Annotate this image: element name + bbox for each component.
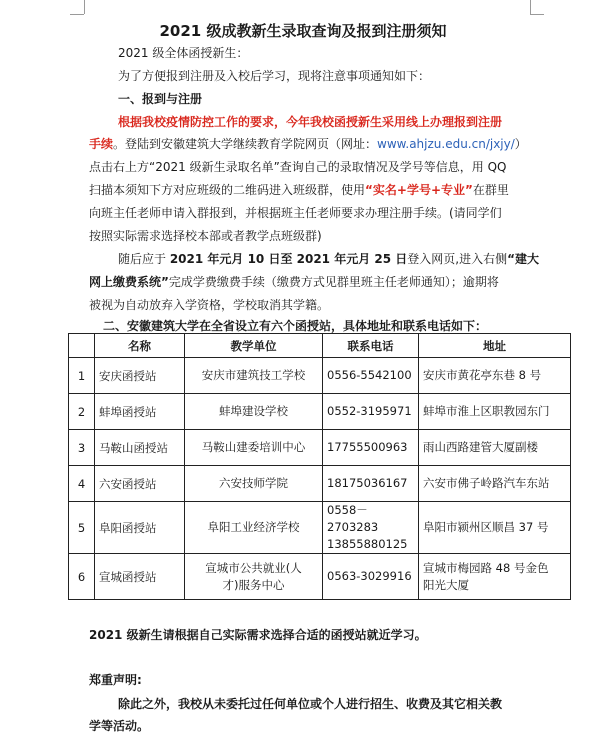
cell-index: 6 <box>69 554 95 600</box>
cell-index: 3 <box>69 430 95 466</box>
para1-line4 <box>89 180 509 200</box>
para1-line2-text: 。登陆到安徽建筑大学继续教育学院网页（网址： <box>113 137 378 151</box>
cell-unit <box>185 554 323 600</box>
para2-b: 登入网页,进入右侧 <box>407 252 508 266</box>
cell-unit-line: 蚌埠建设学校 <box>219 404 288 418</box>
cell-unit-line: 六安技师学院 <box>219 476 288 490</box>
cell-index: 1 <box>69 358 95 394</box>
greeting: 2021 级全体函授新生： <box>118 46 249 60</box>
para1-line5: 向班主任老师申请入群报到，并根据班主任老师要求办理注册手续。(请同学们 <box>89 206 502 220</box>
cell-unit-line: 才)服务中心 <box>222 577 285 592</box>
para2-c: “建大 <box>507 252 539 266</box>
cell-address <box>419 554 571 600</box>
header-unit: 教学单位 <box>185 334 323 358</box>
cell-unit-line: 宣城市公共就业(人 <box>205 560 302 575</box>
table-row <box>69 554 571 600</box>
table-header-row <box>69 334 571 358</box>
cell-site-name: 阜阳函授站 <box>95 502 185 554</box>
red-notice-line1: 根据我校疫情防控工作的要求，今年我校函授新生采用线上办理报到注册 <box>118 115 503 129</box>
cell-address-line: 六安市佛子岭路汽车东站 <box>423 476 550 490</box>
cell-address-line: 宣城市梅园路 48 号金色 <box>423 560 549 575</box>
cell-site-name: 宣城函授站 <box>95 554 185 600</box>
cell-phone-line: 0563-3029916 <box>327 569 412 583</box>
header-phone: 联系电话 <box>323 334 419 358</box>
cell-phone <box>323 554 419 600</box>
cell-index: 5 <box>69 502 95 554</box>
para2-line2-text: 完成学费缴费手续（缴费方式见群里班主任老师通知）；逾期将 <box>168 275 499 289</box>
para2-line3: 被视为自动放弃入学资格，学校取消其学籍。 <box>89 298 330 312</box>
cell-unit <box>185 394 323 430</box>
notice-title: 郑重声明: <box>89 673 142 687</box>
intro-line: 为了方便报到注册及入校后学习，现将注意事项通知如下： <box>118 69 431 83</box>
section-heading-1: 一、报到与注册 <box>118 92 203 106</box>
para1-line3: 点击右上方“2021 级新生录取名单”查询自己的录取情况及学号等信息，用 QQ <box>89 160 507 174</box>
cell-phone <box>323 502 419 554</box>
cell-site-name: 蚌埠函授站 <box>95 394 185 430</box>
cell-address <box>419 430 571 466</box>
cell-unit-line: 马鞍山建委培训中心 <box>201 440 306 454</box>
cell-unit-line: 安庆市建筑技工学校 <box>201 368 306 382</box>
cell-phone-line: 18175036167 <box>327 476 408 490</box>
margin-mark-top-right-h <box>530 14 544 15</box>
cell-phone-line: 17755500963 <box>327 440 408 454</box>
para2-a: 随后应于 <box>118 252 170 266</box>
cell-index: 2 <box>69 394 95 430</box>
red-notice-word: 手续 <box>89 137 114 151</box>
cell-index: 4 <box>69 466 95 502</box>
cell-address-line: 阜阳市颍州区顺昌 37 号 <box>423 520 549 534</box>
cell-phone <box>323 430 419 466</box>
cell-address-line: 蚌埠市淮上区职教园东门 <box>423 404 550 418</box>
cell-site-name: 安庆函授站 <box>95 358 185 394</box>
header-address: 地址 <box>419 334 571 358</box>
para1-line4a: 扫描本须知下方对应班级的二维码进入班级群，使用 <box>89 183 366 197</box>
table-row <box>69 358 571 394</box>
margin-mark-top-left-h <box>70 14 84 15</box>
cell-address-line: 安庆市黄花亭东巷 8 号 <box>423 368 542 382</box>
cell-phone-line: 13855880125 <box>327 537 408 551</box>
cell-unit-line: 阜阳工业经济学校 <box>207 520 300 534</box>
website-link[interactable]: www.ahjzu.edu.cn/jxjy/ <box>377 137 515 151</box>
cell-phone-line: 0556-5542100 <box>327 368 412 382</box>
join-format-highlight: “实名+学号+专业” <box>365 183 473 197</box>
header-index <box>69 334 95 358</box>
cell-phone-line: 0558－2703283 <box>327 503 379 534</box>
table-row <box>69 430 571 466</box>
cell-address <box>419 502 571 554</box>
cell-phone <box>323 394 419 430</box>
cell-unit <box>185 466 323 502</box>
section-heading-2: 二、安徽建筑大学在全省设立有六个函授站，具体地址和联系电话如下： <box>103 319 488 333</box>
para1-line6: 按照实际需求选择校本部或者教学点班级群) <box>89 229 322 243</box>
cell-phone-line: 0552-3195971 <box>327 404 412 418</box>
table-row <box>69 466 571 502</box>
payment-dates: 2021 年元月 10 日至 2021 年元月 25 日 <box>169 252 408 266</box>
cell-unit <box>185 430 323 466</box>
para2-line2 <box>89 272 499 292</box>
notice-line2: 学等活动。 <box>89 719 150 733</box>
cell-address <box>419 394 571 430</box>
header-name: 名称 <box>95 334 185 358</box>
cell-phone <box>323 358 419 394</box>
table-row <box>69 502 571 554</box>
para1-line2-close: ） <box>514 137 527 151</box>
cell-address <box>419 358 571 394</box>
document-title: 2021 级成教新生录取查询及报到注册须知 <box>159 22 447 40</box>
cell-unit <box>185 358 323 394</box>
after-table-note: 2021 级新生请根据自己实际需求选择合适的函授站就近学习。 <box>89 628 427 642</box>
cell-address-line: 阳光大厦 <box>423 577 469 592</box>
cell-address-line: 雨山西路建管大厦副楼 <box>423 440 538 454</box>
margin-mark-top-left <box>84 0 85 14</box>
cell-site-name: 马鞍山函授站 <box>95 430 185 466</box>
cell-unit <box>185 502 323 554</box>
margin-mark-top-right <box>530 0 531 14</box>
site-table <box>68 333 571 600</box>
para1-line4b: 在群里 <box>472 183 509 197</box>
cell-address <box>419 466 571 502</box>
cell-phone <box>323 466 419 502</box>
payment-system-name: 网上缴费系统” <box>89 275 169 289</box>
notice-line1: 除此之外，我校从未委托过任何单位或个人进行招生、收费及其它相关教 <box>118 697 503 711</box>
table-row <box>69 394 571 430</box>
para2-line1 <box>118 249 539 269</box>
cell-site-name: 六安函授站 <box>95 466 185 502</box>
para1-line2 <box>89 134 527 154</box>
